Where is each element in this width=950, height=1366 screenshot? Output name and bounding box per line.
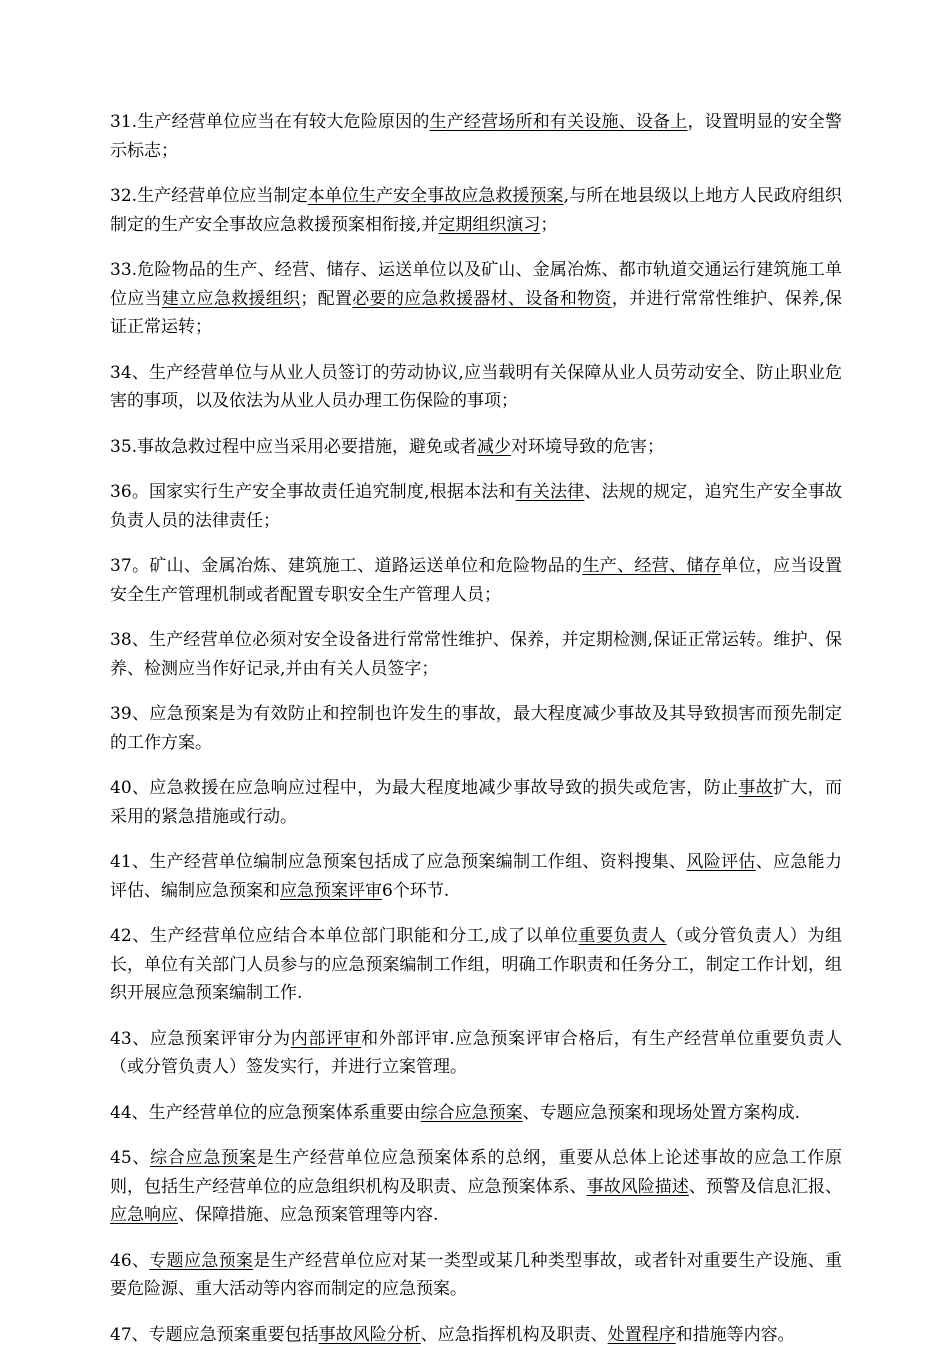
paragraph-text: 33.危险物品的生产、经营、储存、运送单位以及矿山、金属冶炼、都市轨道交通运行建筑施工单位应当 [110,260,842,309]
underlined-answer: 生产经营场所和有关设施、设备上 [429,112,688,132]
paragraph-text: 和措施等内容。 [675,1324,795,1345]
paragraph-text: 对环境导致的危害； [511,436,665,457]
numbered-paragraph [110,1321,842,1350]
paragraph-text: 和外部评审.应急预案评审合格后，有生产经营单位重要负责人（或分管负责人）签发实行，并进行立案管理。 [110,1028,842,1077]
paragraph-text: ； [540,214,558,235]
paragraph-text: 31.生产经营单位应当在有较大危险原因的 [110,112,430,132]
underlined-answer: 风险评估 [686,852,756,872]
numbered-paragraph [110,256,842,342]
paragraph-text: 34、生产经营单位与从业人员签订的劳动协议,应当载明有关保障从业人员劳动安全、防止职业危害的事项，以及依法为从业人员办理工伤保险的事项； [110,362,842,411]
paragraph-text: 46、 [110,1250,150,1271]
numbered-paragraph [110,1247,842,1304]
numbered-paragraph [110,108,842,165]
numbered-paragraph [110,922,842,1008]
paragraph-text: 44、生产经营单位的应急预案体系重要由 [110,1102,421,1123]
paragraph-text: 35.事故急救过程中应当采用必要措施，避免或者 [110,436,478,457]
underlined-answer: 定期组织演习 [438,214,541,235]
paragraph-text: 32.生产经营单位应当制定 [110,186,308,206]
paragraph-text: 单位，应当设置安全生产管理机制或者配置专职安全生产管理人员； [110,556,843,605]
paragraph-text: 、专题应急预案和现场处置方案构成. [522,1102,801,1123]
numbered-paragraph [110,182,842,239]
numbered-paragraph [110,848,842,905]
underlined-answer: 重要负责人 [578,926,667,946]
paragraph-text: ,与所在地县级以上地方人民政府组织制定的生产安全事故应急救援预案相衔接,并 [110,186,842,235]
underlined-answer: 减少 [477,436,512,457]
numbered-paragraph [110,433,842,462]
paragraph-text: 是生产经营单位应对某一类型或某几种类型事故，或者针对重要生产设施、重要危险源、重大活动等内容而制定的应急预案。 [110,1250,843,1299]
underlined-answer: 本单位生产安全事故应急救援预案 [307,186,564,206]
underlined-answer: 必要的应急救援器材、设备和物资 [352,288,612,309]
paragraph-text: 、应急能力评估、编制应急预案和 [110,852,843,901]
underlined-answer: 有关法律 [515,482,585,502]
paragraph-text: 45、 [110,1148,151,1168]
numbered-paragraph [110,626,842,683]
paragraph-text: 42、生产经营单位应结合本单位部门职能和分工,成了以单位 [110,926,579,946]
document-body [110,108,842,1366]
numbered-paragraph [110,359,842,416]
underlined-answer: 综合应急预案 [150,1148,257,1168]
paragraph-text: 、保障措施、应急预案管理等内容. [178,1205,439,1225]
underlined-answer: 专题应急预案 [149,1250,254,1271]
underlined-answer: 生产、经营、储存 [582,556,722,576]
paragraph-text: 39、应急预案是为有效防止和控制也许发生的事故，最大程度减少事故及其导致损害而预先制定的工作方案。 [110,704,842,753]
underlined-answer: 应急预案评审 [280,880,382,901]
paragraph-text: 、应急指挥机构及职责、 [420,1324,608,1345]
paragraph-text: 41、生产经营单位编制应急预案包括成了应急预案编制工作组、资料搜集、 [110,852,687,872]
paragraph-text: 扩大，而采用的紧急措施或行动。 [110,778,843,827]
paragraph-text: ；配置 [300,288,353,309]
numbered-paragraph [110,1099,842,1128]
paragraph-text: ，并进行常常性维护、保养,保证正常运转； [110,288,843,337]
underlined-answer: 事故风险描述 [586,1176,689,1197]
numbered-paragraph [110,774,842,831]
numbered-paragraph [110,1144,842,1230]
paragraph-text: 40、应急救援在应急响应过程中，为最大程度地减少事故导致的损失或危害，防止 [110,778,739,798]
numbered-paragraph [110,1025,842,1082]
paragraph-text: （或分管负责人）为组长，单位有关部门人员参与的应急预案编制工作组，明确工作职责和任务分工，制定工作计划，组织开展应急预案编制工作. [110,926,842,1003]
underlined-answer: 事故风险分析 [318,1324,421,1345]
paragraph-text: 是生产经营单位应急预案体系的总纲，重要从总体上论述事故的应急工作原则，包括生产经营单位的应急组织机构及职责、应急预案体系、 [110,1148,843,1197]
underlined-answer: 事故 [738,778,774,798]
paragraph-text: 36。国家实行生产安全事故责任追究制度,根据本法和 [110,482,516,502]
underlined-answer: 处置程序 [607,1324,676,1345]
numbered-paragraph [110,552,842,609]
numbered-paragraph [110,700,842,757]
underlined-answer: 综合应急预案 [420,1102,523,1123]
numbered-paragraph [110,478,842,535]
paragraph-text: 47、专题应急预案重要包括 [110,1324,319,1345]
underlined-answer: 建立应急救援组织 [161,288,301,309]
underlined-answer: 内部评审 [290,1028,362,1049]
paragraph-text: 、预警及信息汇报、 [688,1176,843,1197]
paragraph-text: ，设置明显的安全警示标志； [110,112,843,161]
paragraph-text: 43、应急预案评审分为 [110,1028,291,1049]
paragraph-text: 37。矿山、金属冶炼、建筑施工、道路运送单位和危险物品的 [110,556,583,576]
underlined-answer: 应急响应 [110,1205,178,1225]
paragraph-text: 6个环节. [382,880,450,901]
paragraph-text: 、法规的规定，追究生产安全事故负责人员的法律责任； [110,482,843,531]
paragraph-text: 38、生产经营单位必须对安全设备进行常常性维护、保养，并定期检测,保证正常运转。维护、保养、检测应当作好记录,并由有关人员签字； [110,630,842,679]
